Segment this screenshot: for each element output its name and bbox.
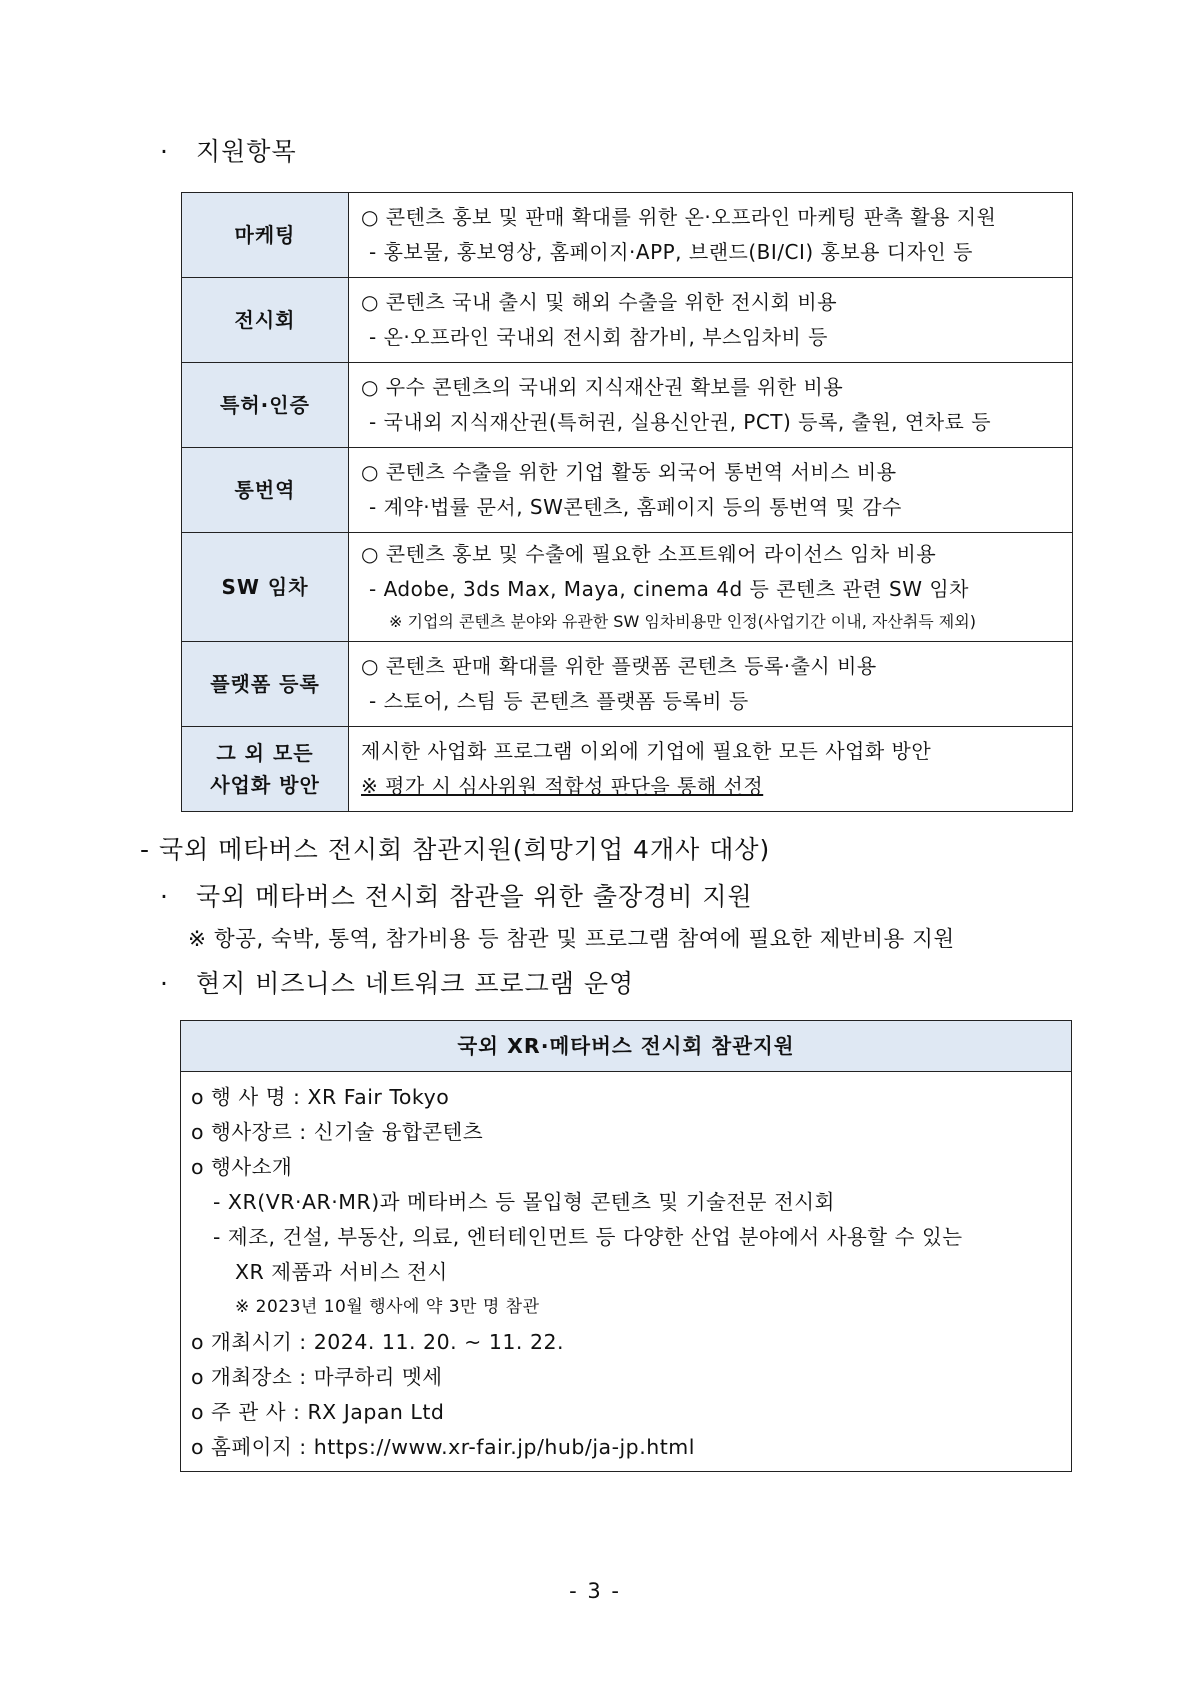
exhibition-info-box [180,1020,1072,1472]
support-item-category [182,642,349,727]
exhibition-info-line: ※ 2023년 10월 행사에 약 3만 명 참관 [235,1297,540,1317]
exhibition-box-header: 국외 XR·메타버스 전시회 참관지원 [181,1021,1071,1072]
category-label: 사업화 방안 [210,773,320,797]
exhibition-info-line: o 행 사 명 : XR Fair Tokyo [191,1085,450,1109]
section-note: ※ 항공, 숙박, 통역, 참가비용 등 참관 및 프로그램 참여에 필요한 제반비용 지원 [188,927,955,952]
support-item-row [182,642,1073,727]
description-line: ○ 우수 콘텐츠의 국내외 지식재산권 확보를 위한 비용 [361,375,844,399]
support-item-category [182,448,349,533]
support-item-row [182,533,1073,642]
bullet: · [160,137,169,166]
category-label: 플랫폼 등록 [210,672,320,696]
category-label: SW 임차 [221,575,309,599]
description-line: ○ 콘텐츠 홍보 및 수출에 필요한 소프트웨어 라이선스 임차 비용 [361,542,937,566]
description-line: ○ 콘텐츠 판매 확대를 위한 플랫폼 콘텐츠 등록·출시 비용 [361,654,877,678]
section-title: - 국외 메타버스 전시회 참관지원(희망기업 4개사 대상) [140,835,771,864]
category-label: 그 외 모든 [216,741,314,765]
support-item-category [182,727,349,812]
support-item-row [182,448,1073,533]
exhibition-info-line: o 주 관 사 : RX Japan Ltd [191,1400,445,1424]
bullet-text: 국외 메타버스 전시회 참관을 위한 출장경비 지원 [196,882,753,911]
exhibition-box-body [181,1072,1071,1465]
category-label: 전시회 [234,308,296,332]
bullet: · [160,969,169,998]
exhibition-info-line: o 행사장르 : 신기술 융합콘텐츠 [191,1120,484,1144]
page-number: - 3 - [569,1579,621,1603]
support-item-category [182,533,349,642]
support-item-description [349,642,1073,727]
category-label: 특허·인증 [220,393,310,417]
exhibition-info-line: - XR(VR·AR·MR)과 메타버스 등 몰입형 콘텐츠 및 기술전문 전시회 [213,1190,835,1214]
heading-text: 지원항목 [196,137,297,166]
description-line: - 온·오프라인 국내외 전시회 참가비, 부스임차비 등 [369,325,828,349]
support-items-heading [160,136,297,168]
description-line: - 국내외 지식재산권(특허권, 실용신안권, PCT) 등록, 출원, 연차료 등 [369,410,992,434]
support-item-description [349,727,1073,812]
support-item-row [182,193,1073,278]
exhibition-info-line: o 개최장소 : 마쿠하리 멧세 [191,1365,443,1389]
description-line [361,769,1058,804]
description-line: ※ 기업의 콘텐츠 분야와 유관한 SW 임차비용만 인정(사업기간 이내, 자산취득 제외) [389,612,976,631]
support-item-category [182,363,349,448]
support-item-description [349,193,1073,278]
section-bullet-2 [160,968,634,1000]
exhibition-info-line: o 홈페이지 : https://www.xr-fair.jp/hub/ja-jp.html [191,1435,695,1459]
support-item-description [349,533,1073,642]
support-item-category [182,278,349,363]
support-items-table [181,192,1073,812]
exhibition-info-line: - 제조, 건설, 부동산, 의료, 엔터테인먼트 등 다양한 산업 분야에서 사용할 수 있는 [213,1225,963,1249]
support-item-row [182,363,1073,448]
category-label: 마케팅 [234,223,296,247]
description-line: - Adobe, 3ds Max, Maya, cinema 4d 등 콘텐츠 관련 SW 임차 [369,577,969,601]
bullet-text: 현지 비즈니스 네트워크 프로그램 운영 [196,969,635,998]
support-item-description [349,363,1073,448]
exhibition-info-line: o 행사소개 [191,1155,293,1179]
bullet: · [160,882,169,911]
support-item-category [182,193,349,278]
support-item-description [349,448,1073,533]
description-line: 제시한 사업화 프로그램 이외에 기업에 필요한 모든 사업화 방안 [361,739,932,763]
description-line: - 스토어, 스팀 등 콘텐츠 플랫폼 등록비 등 [369,689,749,713]
support-item-description [349,278,1073,363]
description-line: ○ 콘텐츠 홍보 및 판매 확대를 위한 온·오프라인 마케팅 판촉 활용 지원 [361,205,997,229]
support-item-row [182,278,1073,363]
description-line: ○ 콘텐츠 수출을 위한 기업 활동 외국어 통번역 서비스 비용 [361,460,897,484]
underlined-note: ※ 평가 시 심사위원 적합성 판단을 통해 선정 [361,774,764,798]
description-line: - 계약·법률 문서, SW콘텐츠, 홈페이지 등의 통번역 및 감수 [369,495,902,519]
description-line: - 홍보물, 홍보영상, 홈페이지·APP, 브랜드(BI/CI) 홍보용 디자인 등 [369,240,973,264]
exhibition-info-line: XR 제품과 서비스 전시 [235,1260,448,1284]
support-item-row [182,727,1073,812]
description-line: ○ 콘텐츠 국내 출시 및 해외 수출을 위한 전시회 비용 [361,290,838,314]
exhibition-info-line: o 개최시기 : 2024. 11. 20. ~ 11. 22. [191,1330,565,1354]
section-bullet-1 [160,881,753,913]
category-label: 통번역 [234,478,296,502]
